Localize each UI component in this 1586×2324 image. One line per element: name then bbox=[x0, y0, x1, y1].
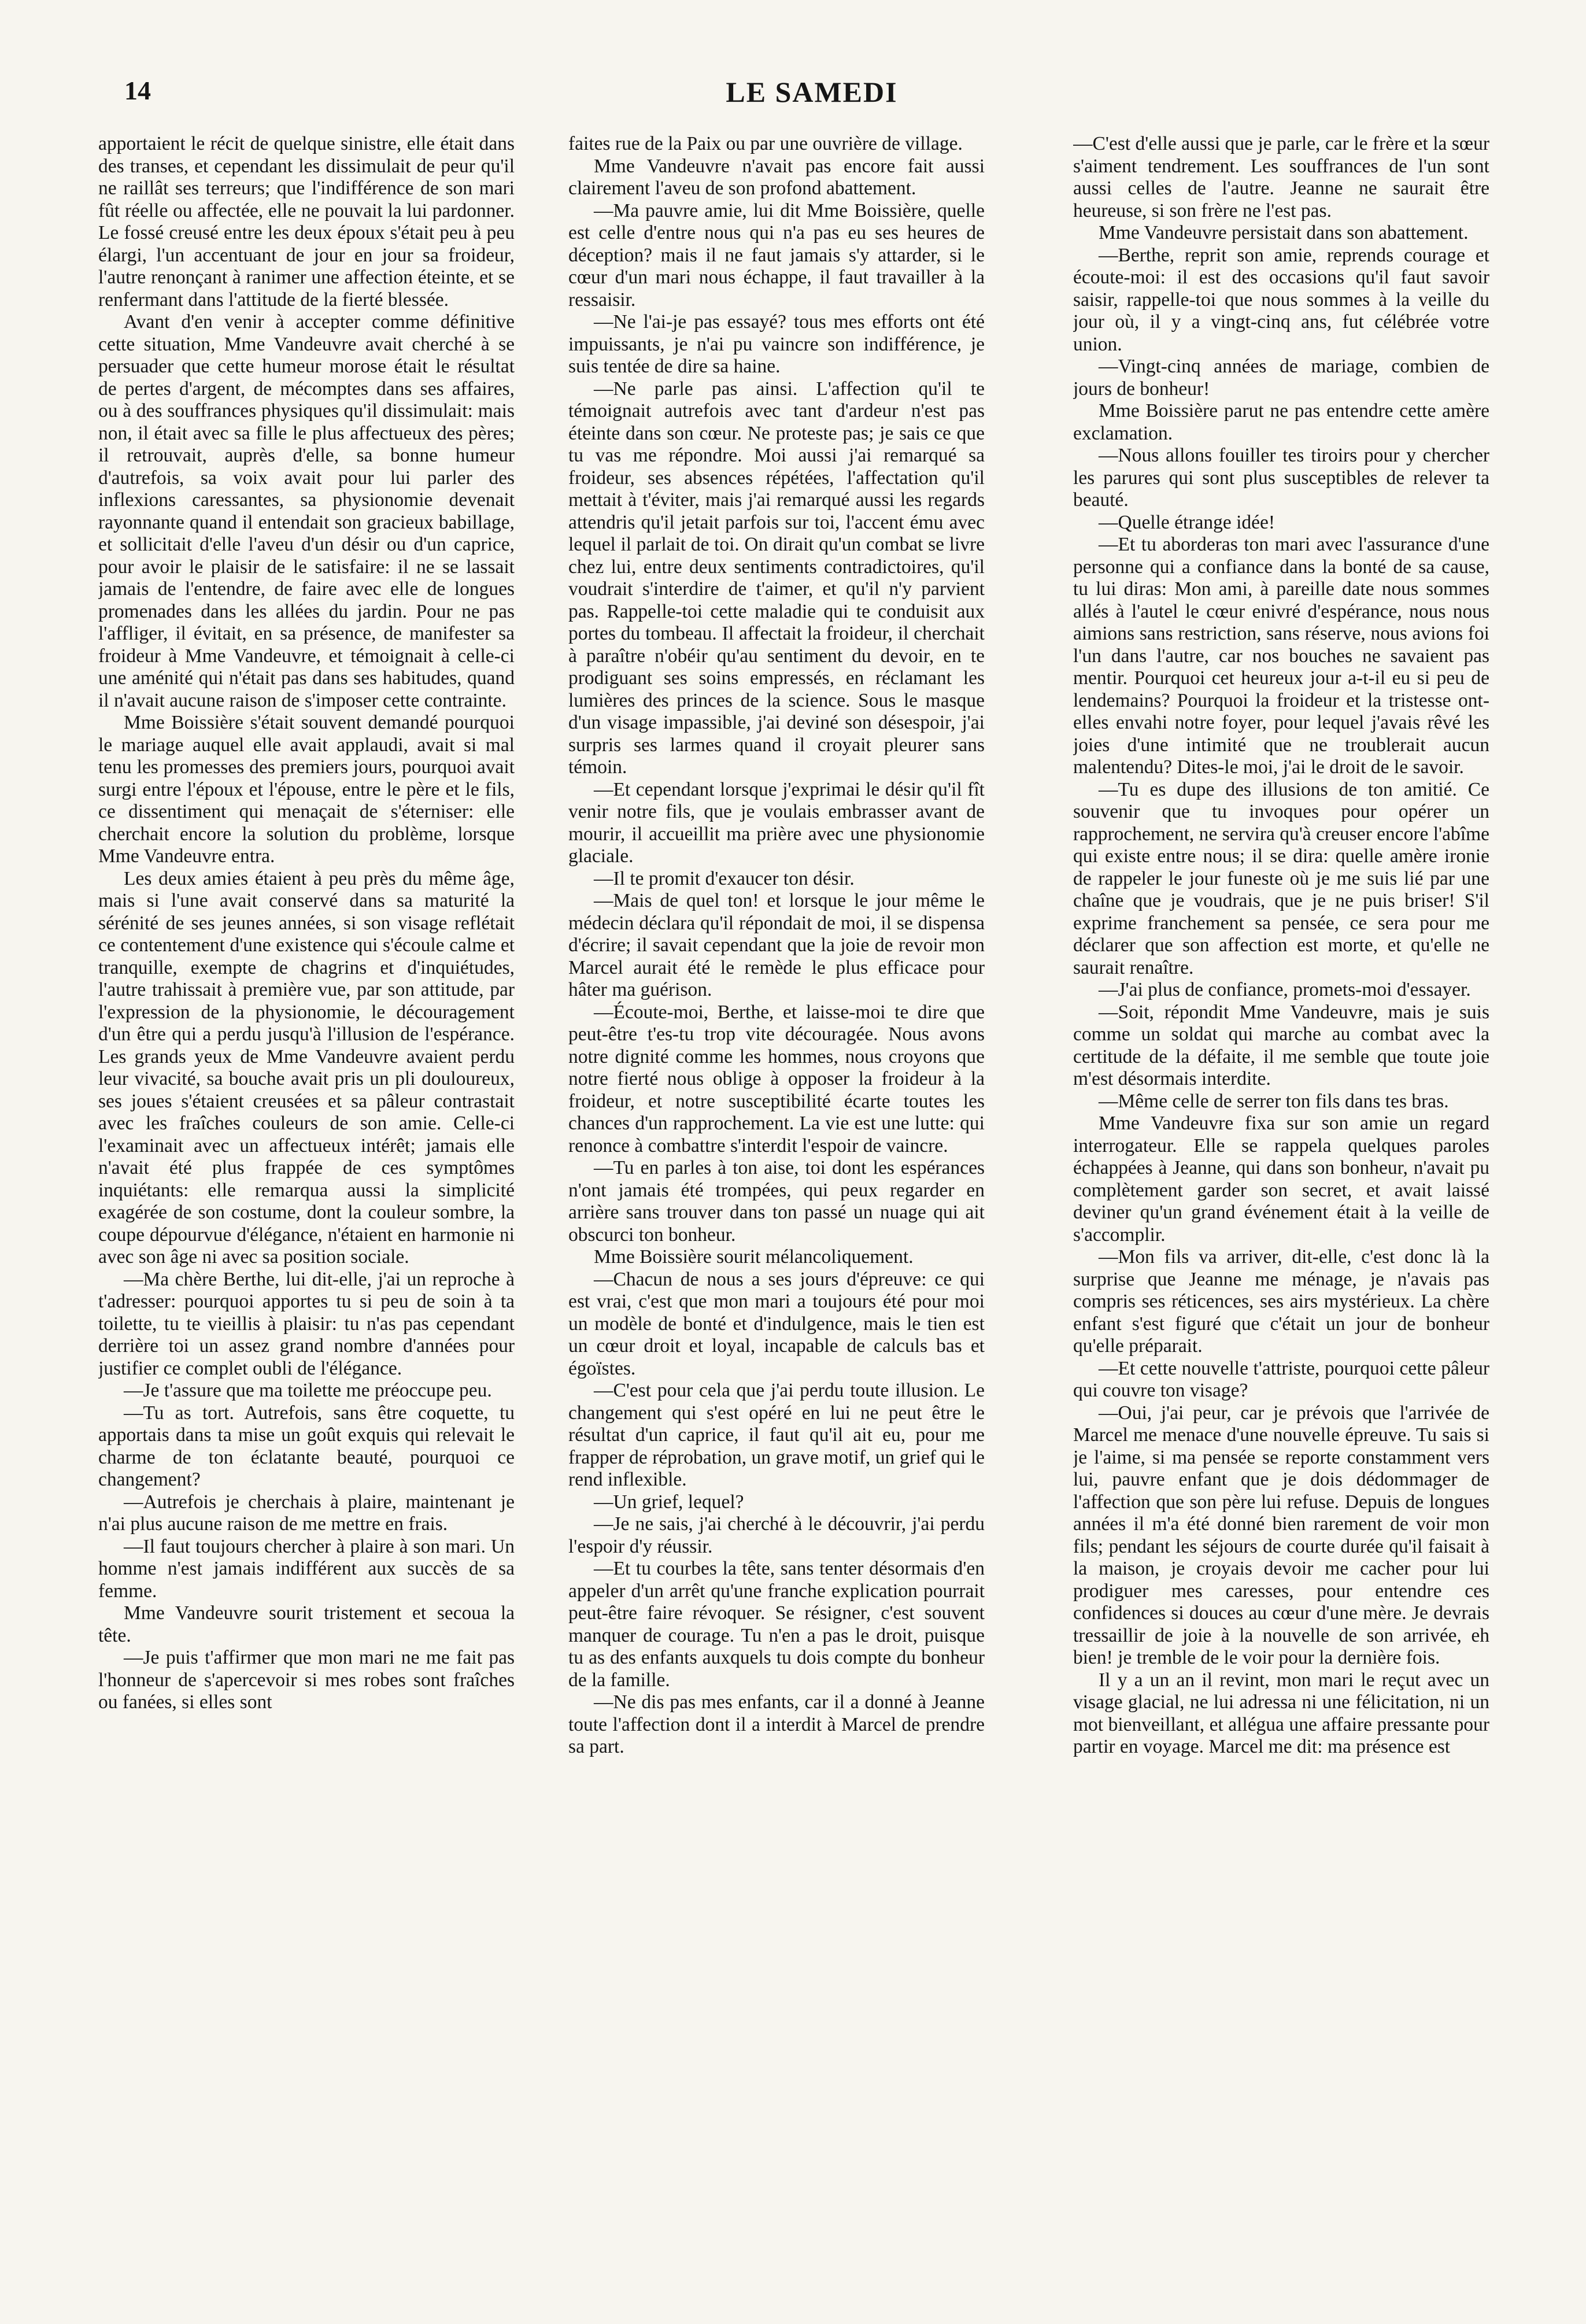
paragraph: —Mon fils va arriver, dit-elle, c'est donc là la surprise que Jeanne me ménage, je n'avais pas compris ses réticences, ses airs mystérieux. La chère enfant s'est figuré que c'était un jour de bonheur qu'elle préparait. bbox=[1073, 1246, 1489, 1357]
paragraph: —Tu en parles à ton aise, toi dont les espérances n'ont jamais été trompées, qui peux regarder en arrière sans trouver dans ton passé un nuage qui ait obscurci ton bonheur. bbox=[568, 1157, 985, 1246]
paragraph: —Ne l'ai-je pas essayé? tous mes efforts ont été impuissants, je n'ai pu vaincre son indifférence, je suis tentée de dire sa haine. bbox=[568, 311, 985, 377]
paragraph: —Tu as tort. Autrefois, sans être coquette, tu apportais dans ta mise un goût exquis qui relevait le charme de ton éclatante beauté, pourquoi ce changement? bbox=[98, 1402, 515, 1490]
paragraph: Mme Boissière sourit mélancoliquement. bbox=[594, 1246, 914, 1268]
paragraph: —Oui, j'ai peur, car je prévois que l'arrivée de Marcel me menace d'une nouvelle épreuve. Tu sais si je l'aime, si ma pensée se reporte constamment vers lui, pauvre enfant que je dois dédommager de l'affection que son père lui refuse. Depuis de longues années il m'a été donné bien rarement de voir mon fils; pendant les séjours de courte durée qu'il faisait à la maison, je croyais devoir me cacher pour lui prodiguer mes caresses, pour entendre ces confidences si douces au cœur d'une mère. Je devrais tressaillir de joie à la nouvelle de son arrivée, eh bien! je tremble de le voir pour la dernière fois. bbox=[1073, 1402, 1489, 1668]
paragraph: Mme Vandeuvre persistait dans son abattement. bbox=[1099, 222, 1469, 243]
paragraph: Mme Vandeuvre n'avait pas encore fait aussi clairement l'aveu de son profond abattement. bbox=[568, 155, 985, 199]
text-column-2 bbox=[568, 133, 985, 2284]
paragraph: Mme Vandeuvre fixa sur son amie un regard interrogateur. Elle se rappela quelques paroles échappées à Jeanne, qui dans son bonheur, n'avait pu complètement garder son secret, et avait laissé deviner qu'un grand événement était à la veille de s'accomplir. bbox=[1073, 1113, 1489, 1246]
paragraph: —Soit, répondit Mme Vandeuvre, mais je suis comme un soldat qui marche au combat avec la certitude de la défaite, il me semble que toute joie m'est désormais interdite. bbox=[1073, 1001, 1489, 1089]
paragraph: —Chacun de nous a ses jours d'épreuve: ce qui est vrai, c'est que mon mari a toujours été pour moi un modèle de bonté et d'indulgence, mais le tien est un cœur droit et loyal, incapable de calculs bas et égoïstes. bbox=[568, 1268, 985, 1379]
text-column-1 bbox=[98, 133, 515, 2284]
paragraph: —Mais de quel ton! et lorsque le jour même le médecin déclara qu'il répondait de moi, il se dispensa d'écrire; il savait cependant que la joie de revoir mon Marcel aurait été le remède le plus efficace pour hâter ma guérison. bbox=[568, 890, 985, 1000]
paragraph: —Je puis t'affirmer que mon mari ne me fait pas l'honneur de s'apercevoir si mes robes sont fraîches ou fanées, si elles sont bbox=[98, 1647, 515, 1713]
paragraph: Mme Vandeuvre sourit tristement et secoua la tête. bbox=[98, 1602, 515, 1646]
paragraph: —Ne dis pas mes enfants, car il a donné à Jeanne toute l'affection dont il a interdit à Marcel de prendre sa part. bbox=[568, 1691, 985, 1757]
paragraph: —Je ne sais, j'ai cherché à le découvrir, j'ai perdu l'espoir d'y réussir. bbox=[568, 1513, 985, 1557]
page-header bbox=[124, 75, 1499, 116]
paragraph: —C'est d'elle aussi que je parle, car le frère et la sœur s'aiment tendrement. Les souffrances de l'un sont aussi celles de l'autre. Jeanne ne saurait être heureuse, si son frère ne l'est pas. bbox=[1073, 133, 1489, 221]
paragraph: —Je t'assure que ma toilette me préoccupe peu. bbox=[124, 1380, 492, 1401]
paragraph: Mme Boissière parut ne pas entendre cette amère exclamation. bbox=[1073, 400, 1489, 444]
paragraph: faites rue de la Paix ou par une ouvrière de village. bbox=[568, 133, 963, 154]
paragraph: —Écoute-moi, Berthe, et laisse-moi te dire que peut-être t'es-tu trop vite découragée. Nous avons notre dignité comme les hommes, nous croyons que notre fierté nous oblige à opposer la froideur à la froideur, et notre susceptibilité écarte toutes les chances d'un rapprochement. La vie est une lutte: qui renonce à combattre s'interdit l'espoir de vaincre. bbox=[568, 1001, 985, 1157]
paragraph: —Quelle étrange idée! bbox=[1099, 511, 1276, 533]
paragraph: Avant d'en venir à accepter comme définitive cette situation, Mme Vandeuvre avait cherché à se persuader que cette humeur morose était le résultat de pertes d'argent, de mécomptes dans ses affaires, ou à des souffrances physiques qu'il dissimulait: mais non, il était avec sa fille le plus affectueux des pères; il retrouvait, auprès d'elle, sa bonne humeur d'autrefois, sa voix avait pour lui parler des inflexions caressantes, sa physionomie devenait rayonnante quand il entendait son gracieux babillage, et sollicitait d'elle l'aveu d'un désir ou d'un caprice, pour avoir le plaisir de le satisfaire: il ne se lassait jamais de l'entendre, de faire avec elle de longues promenades dans les allées du jardin. Pour ne pas l'affliger, il évitait, en sa présence, de manifester sa froideur à Mme Vandeuvre, et témoignait à celle-ci une aménité qui n'était pas dans ses habitudes, quand il n'avait aucune raison de s'imposer cette contrainte. bbox=[98, 311, 515, 711]
paragraph: —Même celle de serrer ton fils dans tes bras. bbox=[1099, 1090, 1449, 1112]
paragraph: —Tu es dupe des illusions de ton amitié. Ce souvenir que tu invoques pour opérer un rapprochement, ne servira qu'à creuser encore l'abîme qui existe entre nous; il se dira: quelle amère ironie de rappeler le jour funeste où je me suis lié par une chaîne que je voudrais, que je ne puis briser! S'il exprime franchement sa pensée, ce sera pour me déclarer que son affection est morte, et qu'elle ne saurait renaître. bbox=[1073, 778, 1489, 978]
paragraph: —Nous allons fouiller tes tiroirs pour y chercher les parures qui sont plus susceptibles de relever ta beauté. bbox=[1073, 445, 1489, 511]
paragraph: —Il te promit d'exaucer ton désir. bbox=[594, 867, 855, 889]
paragraph: —Ne parle pas ainsi. L'affection qu'il te témoignait autrefois avec tant d'ardeur n'est pas éteinte dans son cœur. Ne proteste pas; je sais ce que tu vas me répondre. Moi aussi j'ai remarqué sa froideur, ses absences répétées, l'affectation qu'il mettait à t'éviter, mais j'ai remarqué aussi les regards attendris qu'il jetait parfois sur toi, l'accent ému avec lequel il parlait de toi. On dirait qu'un combat se livre chez lui, entre deux sentiments contradictoires, qu'il voudrait s'interdire de t'aimer, et qu'il n'y parvient pas. Rappelle-toi cette maladie qui te conduisit aux portes du tombeau. Il affectait la froideur, il cherchait à paraître n'obéir qu'au sentiment du devoir, en te prodiguant ses soins empressés, en réclamant les lumières des princes de la science. Sous le masque d'un visage impassible, j'ai deviné son désespoir, j'ai surpris ses larmes quand il croyait pleurer sans témoin. bbox=[568, 378, 985, 778]
paragraph: —Un grief, lequel? bbox=[594, 1491, 744, 1513]
paragraph: —Et cette nouvelle t'attriste, pourquoi cette pâleur qui couvre ton visage? bbox=[1073, 1357, 1489, 1401]
paragraph: —Et tu courbes la tête, sans tenter désormais d'en appeler d'un arrêt qu'une franche explication pourrait peut-être faire révoquer. Se résigner, c'est souvent manquer de courage. Tu n'en a pas le droit, puisque tu as des enfants auxquels tu dois compte du bonheur de la famille. bbox=[568, 1558, 985, 1691]
paragraph: —Autrefois je cherchais à plaire, maintenant je n'ai plus aucune raison de me mettre en frais. bbox=[98, 1491, 515, 1535]
text-column-3 bbox=[1073, 133, 1489, 2284]
paragraph: —Ma chère Berthe, lui dit-elle, j'ai un reproche à t'adresser: pourquoi apportes tu si peu de soin à ta toilette, tu te vieillis à plaisir: tu n'as pas cependant derrière toi un assez grand nombre d'années pour justifier ce complet oubli de l'élégance. bbox=[98, 1268, 515, 1379]
paragraph: —Et tu aborderas ton mari avec l'assurance d'une personne qui a confiance dans la bonté de sa cause, tu lui diras: Mon ami, à pareille date nous sommes allés à l'autel le cœur enivré d'espérance, nous nous aimions sans restriction, sans réserve, nous avions foi l'un dans l'autre, car nos bouches ne savaient pas mentir. Pourquoi cet heureux jour a-t-il eu si peu de lendemains? Pourquoi la froideur et la tristesse ont-elles envahi notre foyer, pour lequel j'avais rêvé les joies d'une intimité que ne troublerait aucun malentendu? Dites-le moi, j'ai le droit de le savoir. bbox=[1073, 534, 1489, 778]
paragraph: Les deux amies étaient à peu près du même âge, mais si l'une avait conservé dans sa maturité la sérénité de ses jeunes années, si son visage reflétait ce contentement d'une existence qui s'écoule calme et tranquille, exempte de chagrins et d'inquiétudes, l'autre trahissait à première vue, par son attitude, par l'expression de la physionomie, le découragement d'un être qui a perdu jusqu'à l'illusion de l'espérance. Les grands yeux de Mme Vandeuvre avaient perdu leur vivacité, sa bouche avait pris un pli douloureux, ses joues s'étaient creusées et sa pâleur contrastait avec les fraîches couleurs de son amie. Celle-ci l'examinait avec un affectueux intérêt; jamais elle n'avait été plus frappée de ces symptômes inquiétants: elle remarqua aussi la simplicité exagérée de son costume, dont la couleur sombre, la coupe dépourvue d'élégance, n'étaient en harmonie ni avec son âge ni avec sa position sociale. bbox=[98, 867, 515, 1268]
paragraph: —Et cependant lorsque j'exprimai le désir qu'il fît venir notre fils, que je voulais embrasser avant de mourir, il accueillit ma prière avec une physionomie glaciale. bbox=[568, 778, 985, 867]
running-title: LE SAMEDI bbox=[726, 76, 898, 108]
paragraph: —Berthe, reprit son amie, reprends courage et écoute-moi: il est des occasions qu'il faut savoir saisir, rappelle-toi que nous sommes à la veille du jour où, il y a vingt-cinq ans, fut célébrée votre union. bbox=[1073, 244, 1489, 355]
paragraph: —C'est pour cela que j'ai perdu toute illusion. Le changement qui s'est opéré en lui ne peut être le résultat d'un caprice, il faut qu'il ait eu, pour me frapper de réprobation, un grave motif, un grief qui le rend inflexible. bbox=[568, 1380, 985, 1490]
paragraph: —J'ai plus de confiance, promets-moi d'essayer. bbox=[1099, 979, 1471, 1000]
paragraph: —Il faut toujours chercher à plaire à son mari. Un homme n'est jamais indifférent aux succès de sa femme. bbox=[98, 1535, 515, 1602]
paragraph: Il y a un an il revint, mon mari le reçut avec un visage glacial, ne lui adressa ni une félicitation, ni un mot bienveillant, et allégua une affaire pressante pour partir en voyage. Marcel me dit: ma présence est bbox=[1073, 1669, 1489, 1757]
page-number: 14 bbox=[124, 76, 151, 105]
paragraph: apportaient le récit de quelque sinistre, elle était dans des transes, et cependant les dissimulait de peur qu'il ne raillât ses terreurs; que l'indifférence de son mari fût réelle ou affectée, elle ne pouvait la lui pardonner. Le fossé creusé entre les deux époux s'était peu à peu élargi, l'un accentuant de jour en jour sa froideur, l'autre renonçant à ranimer une affection éteinte, et se renfermant dans l'attitude de la fierté blessée. bbox=[98, 133, 515, 311]
paragraph: Mme Boissière s'était souvent demandé pourquoi le mariage auquel elle avait applaudi, avait si mal tenu les promesses des premiers jours, pourquoi avait surgi entre l'époux et l'épouse, entre le père et le fils, ce dissentiment qui menaçait de s'éterniser: elle cherchait encore la solution du problème, lorsque Mme Vandeuvre entra. bbox=[98, 712, 515, 867]
paragraph: —Vingt-cinq années de mariage, combien de jours de bonheur! bbox=[1073, 356, 1489, 400]
paragraph: —Ma pauvre amie, lui dit Mme Boissière, quelle est celle d'entre nous qui n'a pas eu ses heures de déception? mais il ne faut jamais s'y attarder, si le cœur d'un mari nous échappe, il faut travailler à la ressaisir. bbox=[568, 199, 985, 311]
